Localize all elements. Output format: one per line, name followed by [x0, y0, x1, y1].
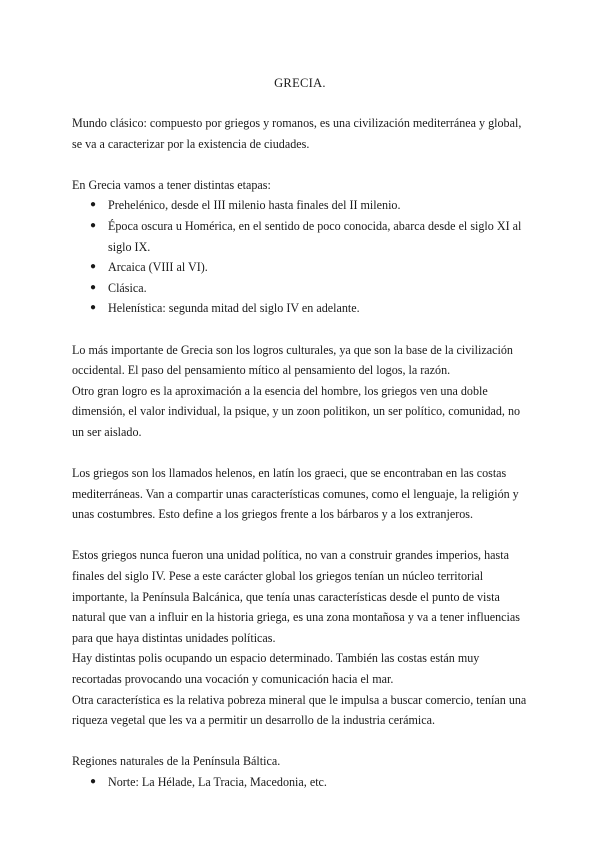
list-item-text: Arcaica (VIII al VI).: [108, 260, 208, 275]
list-item-text: Época oscura u Homérica, en el sentido de poco conocida, abarca desde el siglo XI al siglo IX.: [108, 218, 522, 254]
list-item-text: Helenística: segunda mitad del siglo IV en adelante.: [108, 301, 360, 316]
page-title: GRECIA.: [274, 76, 326, 90]
helenos-paragraph: Los griegos son los llamados helenos, en latín los graeci, que se encontraban en las costas mediterráneas. Van a compartir unas características comunes, como el lenguaje, la religión y unas costumbres. Esto define a los griegos frente a los bárbaros y a los extranjeros.: [72, 466, 519, 522]
bullet-icon: ●: [89, 302, 97, 314]
culture-paragraph-1: Lo más importante de Grecia son los logros culturales, ya que son la base de la civilización occidental. El paso del pensamiento mítico al pensamiento del logos, la razón.: [72, 342, 513, 378]
list-item: [72, 216, 530, 257]
list-item-text: Prehelénico, desde el III milenio hasta finales del II milenio.: [108, 198, 401, 213]
list-item: [72, 195, 530, 216]
culture-paragraph-2: Otro gran logro es la aproximación a la esencia del hombre, los griegos ven una doble dimensión, el valor individual, la psique, y un zoon politikon, un ser político, comunidad, no un ser aislado.: [72, 383, 521, 439]
stages-list: [72, 195, 530, 319]
paragraph-spacer: [72, 443, 530, 464]
list-item-text: Norte: La Hélade, La Tracia, Macedonia, etc.: [108, 775, 327, 789]
bullet-icon: ●: [89, 776, 97, 787]
list-item: [72, 257, 530, 278]
intro-paragraph: Mundo clásico: compuesto por griegos y romanos, es una civilización mediterránea y global, se va a caracterizar por la existencia de ciudades.: [72, 116, 522, 151]
unity-paragraph-3: Otra característica es la relativa pobreza mineral que le impulsa a buscar comercio, tenían una riqueza vegetal que les va a permitir un desarrollo de la industria cerámica.: [72, 692, 527, 728]
paragraph-spacer: [72, 319, 530, 340]
bullet-icon: ●: [89, 261, 97, 273]
list-item: [72, 772, 530, 793]
bullet-icon: ●: [89, 219, 97, 231]
list-item: [72, 298, 530, 319]
unity-paragraph-1: Estos griegos nunca fueron una unidad política, no van a construir grandes imperios, hasta finales del siglo IV. Pese a este carácter global los griegos tenían un núcleo territorial importante, la Península Balcánica, que tenía unas características desde el punto de vista natural que van a influir en la historia griega, es una zona montañosa y va a tener influencias para que haya distintas unidades políticas.: [72, 548, 520, 645]
unity-paragraph-2: Hay distintas polis ocupando un espacio determinado. También las costas están muy recortadas provocando una vocación y comunicación hacia el mar.: [72, 651, 480, 687]
bullet-icon: ●: [89, 281, 97, 293]
list-item-text: Clásica.: [108, 280, 147, 295]
stages-intro: En Grecia vamos a tener distintas etapas:: [72, 177, 271, 192]
regions-intro: Regiones naturales de la Península Báltica.: [72, 754, 281, 769]
list-item: [72, 278, 530, 299]
regions-list: [72, 772, 530, 793]
paragraph-spacer: [72, 731, 530, 752]
document-body: [72, 113, 530, 793]
paragraph-spacer: [72, 154, 530, 175]
paragraph-spacer: [72, 525, 530, 546]
bullet-icon: ●: [89, 199, 97, 211]
